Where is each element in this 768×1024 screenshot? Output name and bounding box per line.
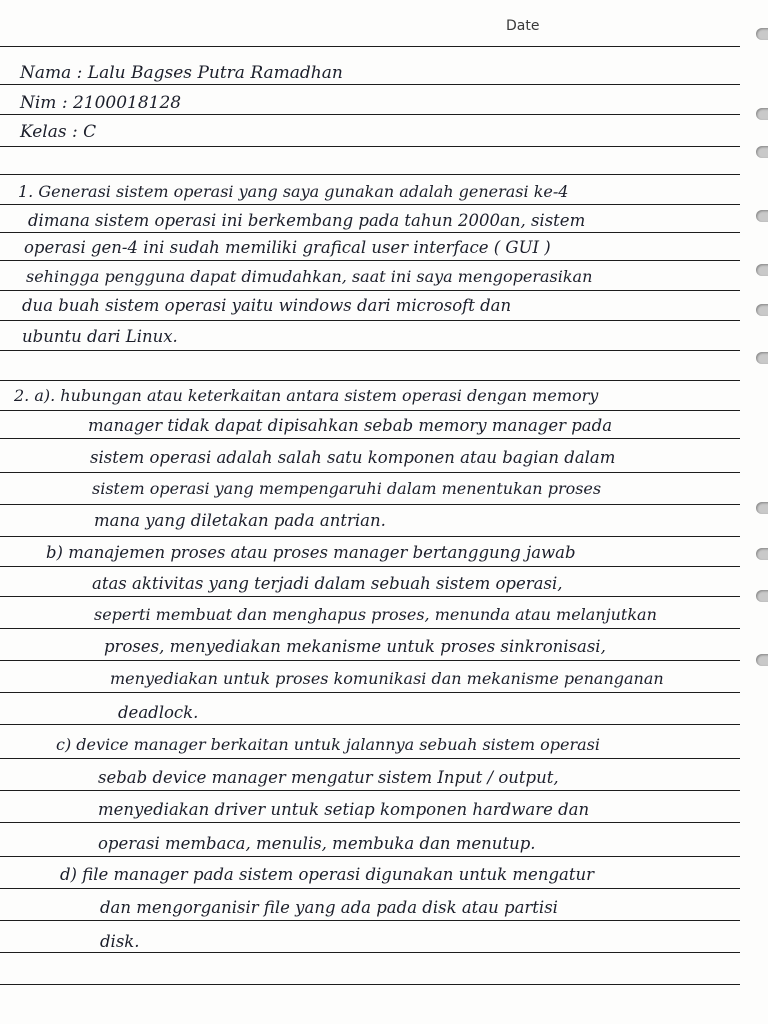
answer-2-line: sistem operasi adalah salah satu komponen atau bagian dalam [90,448,616,467]
header-kelas-line: Kelas : C [20,122,97,142]
answer-1-line: ubuntu dari Linux. [22,327,178,346]
ruled-line [0,438,740,439]
answer-2-line: sebab device manager mengatur sistem Input / output, [98,768,559,787]
answer-2-line: deadlock. [118,703,199,722]
spiral-hole-icon [756,548,768,560]
header-name-line: Nama : Lalu Bagses Putra Ramadhan [20,63,343,83]
ruled-line [0,84,740,85]
answer-2-line: operasi membaca, menulis, membuka dan menutup. [98,834,536,853]
spiral-hole-icon [756,108,768,120]
spiral-hole-icon [756,590,768,602]
answer-2-line: dan mengorganisir file yang ada pada disk atau partisi [100,898,558,917]
ruled-line [0,320,740,321]
ruled-line [0,692,740,693]
ruled-line [0,114,740,115]
ruled-line [0,232,740,233]
ruled-line [0,350,740,351]
ruled-line [0,380,740,381]
answer-2-line: 2. a). hubungan atau keterkaitan antara sistem operasi dengan memory [14,386,599,405]
answer-1-line: 1. Generasi sistem operasi yang saya gunakan adalah generasi ke-4 [18,182,569,201]
ruled-line [0,146,740,147]
ruled-line [0,856,740,857]
ruled-line [0,920,740,921]
spiral-hole-icon [756,210,768,222]
spiral-hole-icon [756,654,768,666]
answer-2-line: atas aktivitas yang terjadi dalam sebuah sistem operasi, [92,574,563,593]
answer-1-line: dua buah sistem operasi yaitu windows dari microsoft dan [22,296,512,315]
ruled-line [0,822,740,823]
spiral-hole-icon [756,146,768,158]
answer-2-line: disk. [100,932,140,951]
ruled-line [0,984,740,985]
spiral-hole-icon [756,28,768,40]
answer-1-line: dimana sistem operasi ini berkembang pada tahun 2000an, sistem [28,211,586,230]
ruled-line [0,472,740,473]
ruled-line [0,536,740,537]
spiral-hole-icon [756,502,768,514]
ruled-line [0,596,740,597]
answer-1-line: sehingga pengguna dapat dimudahkan, saat ini saya mengoperasikan [26,267,593,286]
ruled-line [0,628,740,629]
ruled-line [0,758,740,759]
answer-2-line: menyediakan driver untuk setiap komponen hardware dan [98,800,590,819]
ruled-line [0,290,740,291]
ruled-line [0,260,740,261]
answer-2-line: sistem operasi yang mempengaruhi dalam menentukan proses [92,479,602,498]
ruled-line [0,204,740,205]
answer-2-line: seperti membuat dan menghapus proses, menunda atau melanjutkan [94,605,657,624]
header-nim-line: Nim : 2100018128 [20,93,182,113]
ruled-line [0,888,740,889]
answer-1-line: operasi gen-4 ini sudah memiliki grafical user interface ( GUI ) [24,238,551,257]
answer-2-line: d) file manager pada sistem operasi digunakan untuk mengatur [60,865,594,884]
ruled-line [0,566,740,567]
ruled-line [0,504,740,505]
date-label: Date [506,18,540,34]
ruled-line [0,724,740,725]
answer-2-line: manager tidak dapat dipisahkan sebab memory manager pada [88,416,613,435]
answer-2-line: mana yang diletakan pada antrian. [94,511,386,530]
spiral-hole-icon [756,264,768,276]
ruled-line [0,46,740,47]
answer-2-line: proses, menyediakan mekanisme untuk proses sinkronisasi, [104,637,606,656]
ruled-line [0,790,740,791]
ruled-line [0,174,740,175]
spiral-hole-icon [756,304,768,316]
ruled-line [0,660,740,661]
answer-2-line: b) manajemen proses atau proses manager bertanggung jawab [46,543,576,562]
ruled-line [0,952,740,953]
answer-2-line: c) device manager berkaitan untuk jalannya sebuah sistem operasi [56,735,601,754]
ruled-line [0,410,740,411]
answer-2-line: menyediakan untuk proses komunikasi dan mekanisme penanganan [110,669,664,688]
spiral-hole-icon [756,352,768,364]
